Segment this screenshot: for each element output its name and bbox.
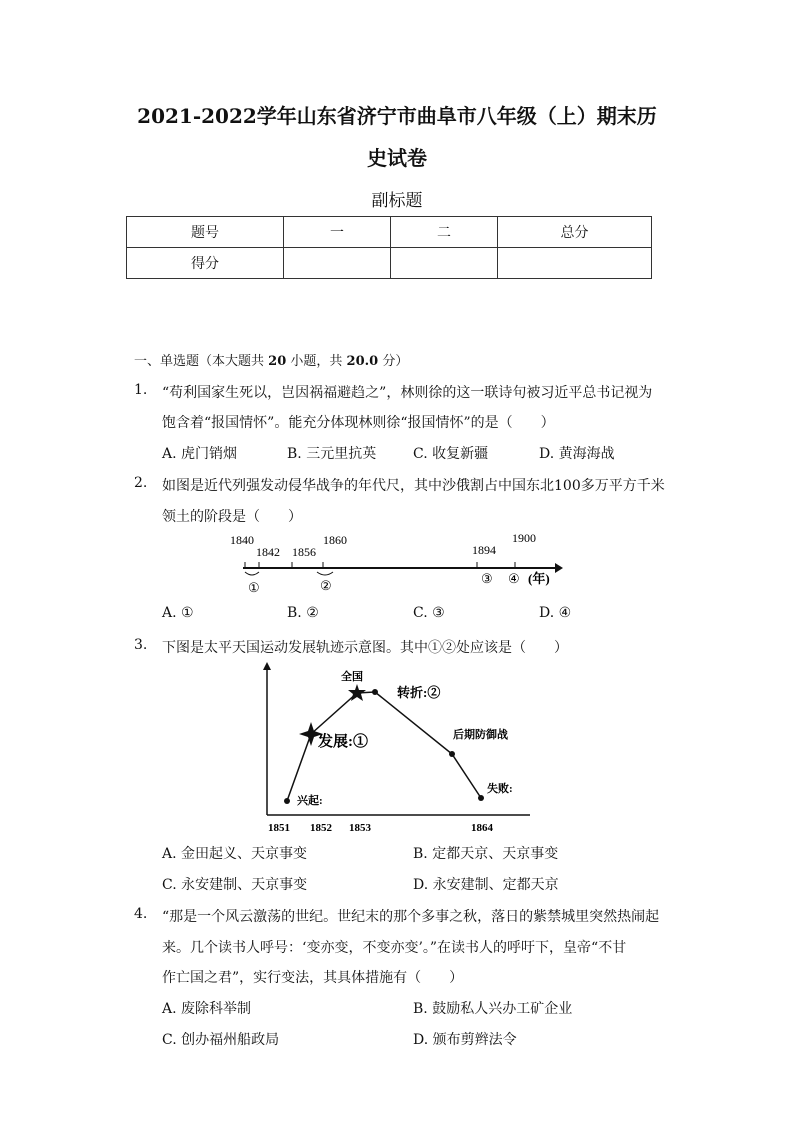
score-cell: 总分 [498, 217, 652, 248]
question-text: 来。几个读书人呼号：‘变亦变，不变亦变’。”在读书人的呼吁下，皇帝“不甘 [162, 940, 627, 956]
diagram-point [449, 751, 455, 757]
diagram-label: 全国 [341, 671, 363, 683]
question-text: 领土的阶段是（ ） [162, 509, 302, 525]
option-a[interactable]: A. ① [162, 605, 194, 621]
timeline-year: 1842 [256, 545, 280, 559]
diagram-x-label: 1853 [349, 822, 371, 834]
question-text: “苟利国家生死以，岂因祸福避趋之”，林则徐的这一联诗句被习近平总书记视为 [162, 385, 653, 401]
score-table [126, 216, 652, 279]
section-heading: 一、单选题（本大题共 20 小题，共 20.0 分） [134, 354, 409, 369]
diagram-label: 发展:① [318, 734, 368, 750]
exam-subtitle: 副标题 [371, 191, 423, 211]
diagram-x-label: 1851 [268, 822, 290, 834]
option-b[interactable]: B. 三元里抗英 [287, 446, 377, 462]
option-a[interactable]: A. 废除科举制 [162, 1001, 252, 1017]
timeline-marker: ④ [508, 571, 520, 586]
timeline-figure [225, 528, 570, 598]
option-c[interactable]: C. 永安建制、天京事变 [162, 877, 308, 893]
question-text: 作亡国之君”，实行变法，其具体措施有（ ） [162, 970, 464, 986]
question-text: 饱含着“报国情怀”。能充分体现林则徐“报国情怀”的是（ ） [162, 415, 555, 431]
timeline-year: 1894 [472, 543, 496, 557]
option-a[interactable]: A. 虎门销烟 [162, 446, 238, 462]
option-d[interactable]: D. 颁布剪辫法令 [413, 1032, 517, 1048]
score-table-header-row [127, 217, 652, 248]
score-cell: 得分 [127, 248, 284, 279]
option-a[interactable]: A. 金田起义、天京事变 [162, 846, 308, 862]
diagram-trajectory [287, 692, 481, 801]
option-d[interactable]: D. ④ [539, 605, 572, 621]
score-cell[interactable] [498, 248, 652, 279]
question-number: 3. [134, 637, 148, 653]
timeline-arrow [555, 563, 563, 573]
option-c[interactable]: C. 创办福州船政局 [162, 1032, 280, 1048]
diagram-point [478, 795, 484, 801]
option-c[interactable]: C. 收复新疆 [413, 446, 489, 462]
timeline-unit: (年) [528, 571, 550, 586]
timeline-year: 1840 [230, 533, 254, 547]
question-text: “那是一个风云激荡的世纪。世纪末的那个多事之秋，落日的紫禁城里突然热闹起 [162, 909, 660, 925]
timeline-marker: ③ [481, 571, 493, 586]
option-d[interactable]: D. 黄海海战 [539, 446, 615, 462]
score-cell: 题号 [127, 217, 284, 248]
question-number: 1. [134, 382, 148, 398]
option-c[interactable]: C. ③ [413, 605, 445, 621]
score-cell: 二 [391, 217, 498, 248]
option-d[interactable]: D. 永安建制、定都天京 [413, 877, 559, 893]
diagram-x-label: 1864 [471, 822, 493, 834]
question-text: 如图是近代列强发动侵华战争的年代尺，其中沙俄割占中国东北100多万平方千米 [162, 478, 665, 494]
score-cell: 一 [284, 217, 391, 248]
timeline-year: 1900 [512, 531, 536, 545]
diagram-point [284, 798, 290, 804]
exam-title-line2: 史试卷 [367, 146, 427, 170]
score-cell[interactable] [284, 248, 391, 279]
timeline-marker: ② [320, 578, 332, 593]
timeline-year: 1856 [292, 545, 316, 559]
taiping-diagram [255, 660, 540, 835]
exam-title-line1: 2021-2022学年山东省济宁市曲阜市八年级（上）期末历 [137, 104, 657, 128]
option-b[interactable]: B. ② [287, 605, 319, 621]
diagram-x-label: 1852 [310, 822, 332, 834]
timeline-year: 1860 [323, 533, 347, 547]
option-b[interactable]: B. 定都天京、天京事变 [413, 846, 559, 862]
question-text: 下图是太平天国运动发展轨迹示意图。其中①②处应该是（ ） [162, 640, 568, 656]
diagram-label: 后期防御战 [453, 729, 508, 741]
score-table-score-row [127, 248, 652, 279]
diagram-label: 失败: [487, 783, 513, 795]
timeline-brace [317, 572, 333, 575]
diagram-label: 转折:② [397, 685, 441, 700]
timeline-brace [245, 572, 259, 575]
score-cell[interactable] [391, 248, 498, 279]
option-b[interactable]: B. 鼓励私人兴办工矿企业 [413, 1001, 573, 1017]
question-number: 2. [134, 475, 148, 491]
diagram-point [372, 689, 378, 695]
question-number: 4. [134, 906, 148, 922]
diagram-y-arrow [263, 662, 271, 670]
timeline-marker: ① [248, 580, 260, 595]
diagram-label: 兴起: [297, 795, 323, 807]
